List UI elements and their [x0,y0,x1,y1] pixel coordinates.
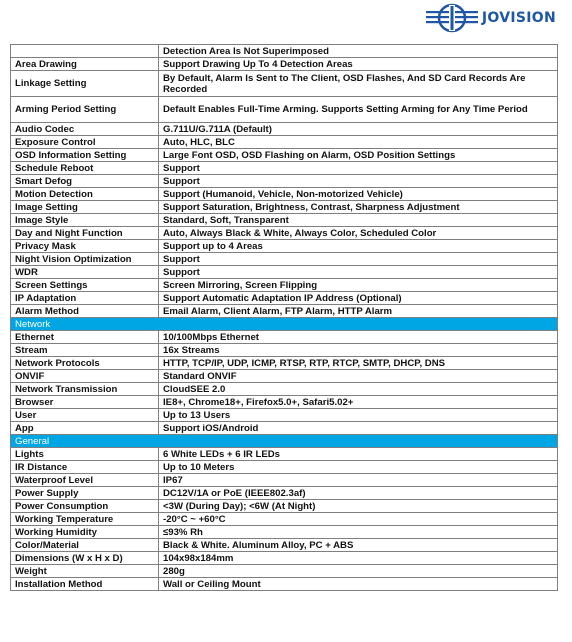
spec-key: IR Distance [11,461,159,474]
spec-value: 280g [159,565,558,578]
spec-value: Auto, HLC, BLC [159,136,558,149]
table-row [11,253,558,266]
table-row [11,526,558,539]
jovision-globe-icon [424,3,480,33]
spec-key: Linkage Setting [11,71,159,97]
spec-key: App [11,422,159,435]
table-row [11,474,558,487]
spec-value: Black & White. Aluminum Alloy, PC + ABS [159,539,558,552]
table-row [11,123,558,136]
spec-key: Weight [11,565,159,578]
table-row [11,422,558,435]
table-row [11,396,558,409]
table-row [11,201,558,214]
spec-key: Schedule Reboot [11,162,159,175]
table-row [11,58,558,71]
spec-value: -20°C ~ +60°C [159,513,558,526]
spec-key: Exposure Control [11,136,159,149]
table-row [11,136,558,149]
table-row [11,409,558,422]
section-title: General [11,435,558,448]
spec-key: Lights [11,448,159,461]
spec-value: Support (Humanoid, Vehicle, Non-motorized Vehicle) [159,188,558,201]
table-row [11,500,558,513]
table-row [11,565,558,578]
section-header-general [11,435,558,448]
spec-key: Audio Codec [11,123,159,136]
section-header-network [11,318,558,331]
spec-key: Night Vision Optimization [11,253,159,266]
spec-key: Image Style [11,214,159,227]
spec-value: Wall or Ceiling Mount [159,578,558,591]
spec-value: Support [159,253,558,266]
spec-key: Working Humidity [11,526,159,539]
spec-value: Detection Area Is Not Superimposed [159,45,558,58]
table-row [11,305,558,318]
table-row [11,240,558,253]
spec-key: Image Setting [11,201,159,214]
spec-key: Area Drawing [11,58,159,71]
brand-logo [424,3,556,33]
table-row [11,214,558,227]
table-row [11,578,558,591]
table-row [11,539,558,552]
spec-key: Smart Defog [11,175,159,188]
spec-value: Email Alarm, Client Alarm, FTP Alarm, HTTP Alarm [159,305,558,318]
spec-key: User [11,409,159,422]
spec-value: Up to 10 Meters [159,461,558,474]
table-row [11,552,558,565]
spec-key: Dimensions (W x H x D) [11,552,159,565]
spec-value: CloudSEE 2.0 [159,383,558,396]
spec-value: Standard ONVIF [159,370,558,383]
spec-value: IP67 [159,474,558,487]
table-row [11,292,558,305]
spec-key: Motion Detection [11,188,159,201]
spec-value: By Default, Alarm Is Sent to The Client, OSD Flashes, And SD Card Records Are Recorded [159,71,558,97]
spec-value: Standard, Soft, Transparent [159,214,558,227]
spec-value: Default Enables Full-Time Arming. Supports Setting Arming for Any Time Period [159,97,558,123]
spec-value: 6 White LEDs + 6 IR LEDs [159,448,558,461]
spec-value: ≤93% Rh [159,526,558,539]
spec-value: Support iOS/Android [159,422,558,435]
table-row [11,279,558,292]
table-row [11,383,558,396]
spec-key: Stream [11,344,159,357]
spec-value: Support [159,266,558,279]
spec-value: Support Drawing Up To 4 Detection Areas [159,58,558,71]
spec-value: Support Saturation, Brightness, Contrast, Sharpness Adjustment [159,201,558,214]
spec-key: Privacy Mask [11,240,159,253]
table-row [11,227,558,240]
spec-value: Support [159,162,558,175]
spec-value: HTTP, TCP/IP, UDP, ICMP, RTSP, RTP, RTCP, SMTP, DHCP, DNS [159,357,558,370]
spec-value: Up to 13 Users [159,409,558,422]
spec-key: Network Transmission [11,383,159,396]
table-row [11,357,558,370]
spec-value: IE8+, Chrome18+, Firefox5.0+, Safari5.02+ [159,396,558,409]
spec-value: Auto, Always Black & White, Always Color, Scheduled Color [159,227,558,240]
spec-key: Power Consumption [11,500,159,513]
spec-value: 104x98x184mm [159,552,558,565]
spec-key: Arming Period Setting [11,97,159,123]
spec-value: Support up to 4 Areas [159,240,558,253]
spec-key: Color/Material [11,539,159,552]
spec-value: G.711U/G.711A (Default) [159,123,558,136]
spec-key: IP Adaptation [11,292,159,305]
spec-value: Support [159,175,558,188]
spec-key: Installation Method [11,578,159,591]
table-row [11,344,558,357]
table-row [11,266,558,279]
spec-key: Power Supply [11,487,159,500]
spec-key: Day and Night Function [11,227,159,240]
table-row [11,331,558,344]
spec-key: Browser [11,396,159,409]
spec-value: <3W (During Day); <6W (At Night) [159,500,558,513]
table-row [11,448,558,461]
spec-key: ONVIF [11,370,159,383]
table-row [11,487,558,500]
spec-key: Network Protocols [11,357,159,370]
table-row [11,97,558,123]
table-row [11,513,558,526]
spec-key: Waterproof Level [11,474,159,487]
spec-value: Support Automatic Adaptation IP Address (Optional) [159,292,558,305]
table-row [11,188,558,201]
table-row [11,370,558,383]
spec-key: OSD Information Setting [11,149,159,162]
spec-key: Alarm Method [11,305,159,318]
spec-value: DC12V/1A or PoE (IEEE802.3af) [159,487,558,500]
spec-key: WDR [11,266,159,279]
spec-table [10,44,558,591]
spec-value: 16x Streams [159,344,558,357]
spec-value: Large Font OSD, OSD Flashing on Alarm, OSD Position Settings [159,149,558,162]
spec-value: 10/100Mbps Ethernet [159,331,558,344]
table-row [11,162,558,175]
spec-key: Ethernet [11,331,159,344]
table-row [11,45,558,58]
table-row [11,461,558,474]
spec-key [11,45,159,58]
table-row [11,175,558,188]
spec-key: Screen Settings [11,279,159,292]
table-row [11,71,558,97]
spec-key: Working Temperature [11,513,159,526]
page-header [0,0,572,40]
spec-value: Screen Mirroring, Screen Flipping [159,279,558,292]
table-row [11,149,558,162]
section-title: Network [11,318,558,331]
brand-name: JOVISION [481,10,556,26]
